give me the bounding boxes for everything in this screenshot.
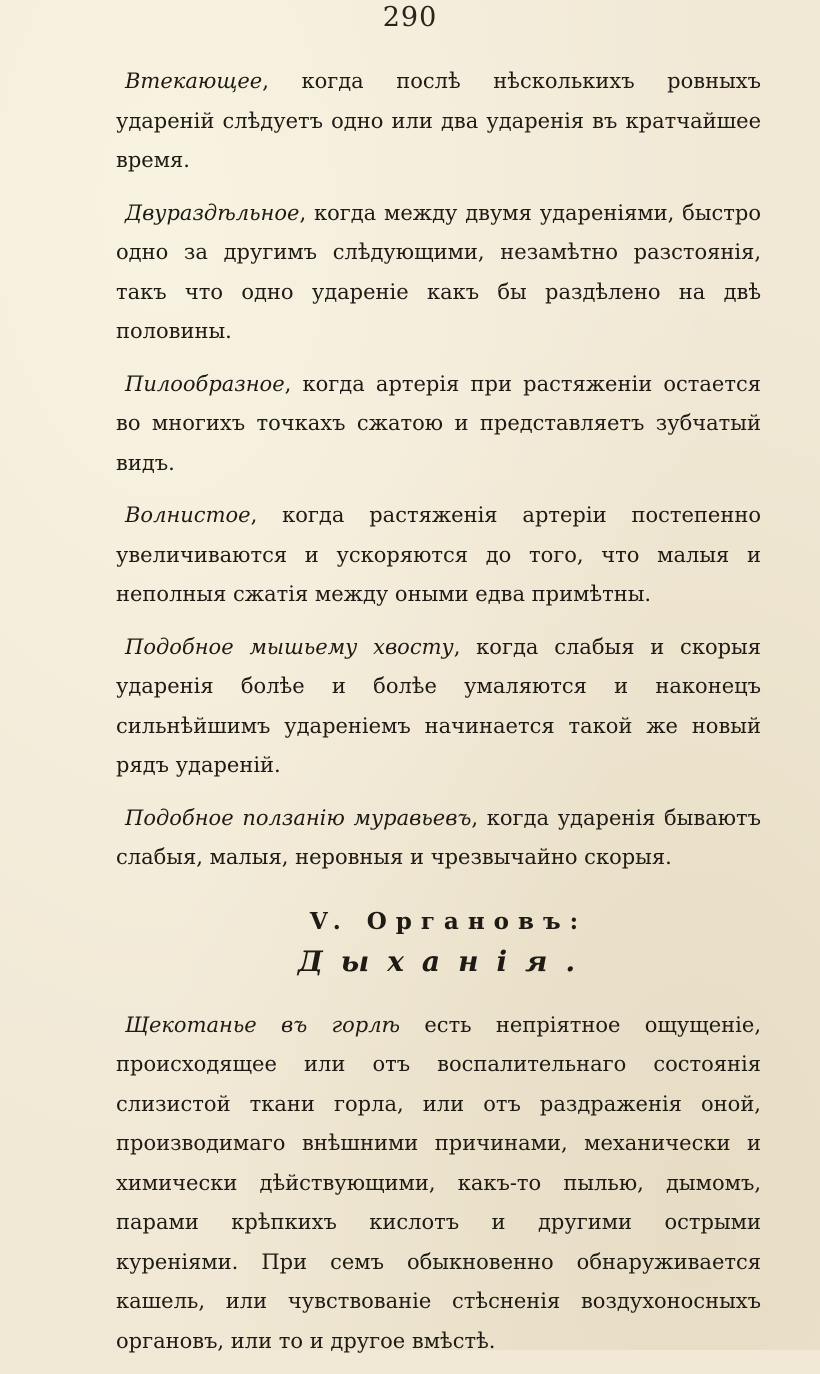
paragraph-text: , когда послѣ нѣсколькихъ ровныхъ удареній слѣдуетъ одно или два ударенія въ кратчайшее время.	[116, 69, 761, 172]
paragraph-text: , когда ударенія бываютъ слабыя, малыя, неровныя и чрезвычайно скорыя.	[116, 805, 761, 869]
paragraph-text: , когда между двумя ударенiями, быстро одно за другимъ слѣдующими, незамѣтно разстоянія, такъ что одно удареніе какъ бы раздѣлено на двѣ половины.	[116, 200, 761, 343]
symptom-term: Щекотанье въ горлѣ	[125, 1012, 401, 1037]
paragraph-text: , когда растяженія артеріи постепенно увеличиваются и ускоряются до того, что малыя и неполныя сжатія между оными едва примѣтны.	[116, 503, 761, 606]
section-subheading: Дыханія.	[297, 944, 594, 978]
pulse-term: Двураздѣльное	[125, 200, 300, 225]
page-number: 290	[382, 2, 438, 33]
paragraph-text: , когда артерія при растяженіи остается во многихъ точкахъ сжатою и представляетъ зубчатый видъ.	[116, 371, 761, 475]
page-body	[116, 62, 761, 1374]
paragraph-piloobraznoe	[116, 365, 761, 484]
paragraph-text: есть непріятное ощущеніе, происходящее или отъ воспалительнаго состоянія слизистой ткани горла, или отъ раздраженія оной, производимаго внѣшними причинами, механически и химически дѣйствующими, какъ-то пылью, дымомъ, парами крѣпкихъ кислотъ и другими острыми куреніями. При семъ обыкновенно обнаруживается кашель, или чувствованіе стѣсненія воздухоносныхъ органовъ, или то и другое вмѣстѣ.	[116, 1012, 761, 1353]
paragraph-vtekayushchee	[116, 62, 761, 181]
pulse-term: Пилообразное	[125, 371, 285, 396]
paragraph-dvurazdelnoe	[116, 194, 761, 352]
paragraph-text: , когда слабыя и скорыя ударенія болѣе и болѣе умаляются и наконецъ сильнѣйшимъ удареніемъ начинается такой же новый рядъ удареній.	[116, 634, 761, 777]
section-heading: V. Органовъ:	[309, 907, 588, 935]
pulse-term: Подобное мышьему хвосту	[125, 634, 454, 659]
paragraph-shchekotanie	[116, 1006, 761, 1362]
paragraph-polzaniyu-muravev	[116, 799, 761, 878]
pulse-term: Подобное ползанію муравьевъ	[125, 805, 472, 830]
paragraph-myshemu-khvostu	[116, 628, 761, 786]
pulse-term: Волнистое	[125, 503, 251, 527]
paragraph-volnistoe	[116, 496, 761, 615]
pulse-term: Втекающее	[125, 69, 263, 93]
